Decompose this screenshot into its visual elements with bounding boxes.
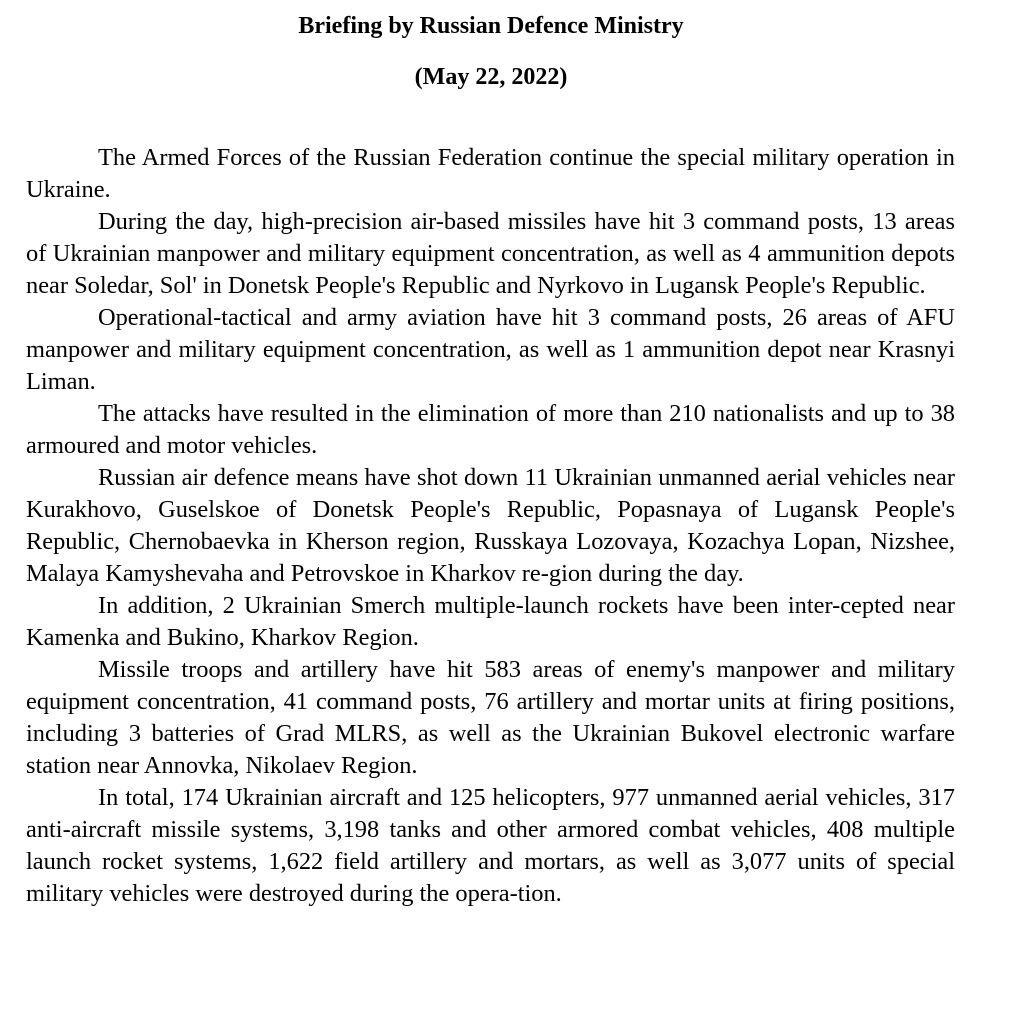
paragraph-totals: In total, 174 Ukrainian aircraft and 125 helicopters, 977 unmanned aerial vehicles, 317 anti-aircraft missile systems, 3,198 tanks and other armored combat vehicles, 408 multiple launch rocket systems, 1,622 field artillery and mortars, as well as 3,077 units of special military vehicles were destroyed during the opera-tion. bbox=[26, 784, 955, 907]
paragraph-army-aviation: Operational-tactical and army aviation have hit 3 command posts, 26 areas of AFU manpower and military equipment concentration, as well as 1 ammunition depot near Krasnyi Liman. bbox=[26, 304, 955, 395]
document-date: (May 22, 2022) bbox=[414, 64, 568, 90]
paragraph-attack-results: The attacks have resulted in the elimination of more than 210 nationalists and up to 38 armoured and motor vehicles. bbox=[26, 400, 955, 459]
paragraph-air-based-missiles: During the day, high-precision air-based missiles have hit 3 command posts, 13 areas of Ukrainian manpower and military equipment concentration, as well as 4 ammunition depots near Soledar, Sol' in Donetsk People's Republic and Nyrkovo in Lugansk People's Republic. bbox=[26, 208, 955, 299]
document-body bbox=[26, 142, 955, 910]
document-title: Briefing by Russian Defence Ministry bbox=[298, 13, 684, 39]
paragraph-operation-status: The Armed Forces of the Russian Federation continue the special military operation in Ukraine. bbox=[26, 144, 955, 203]
paragraph-rockets-intercepted: In addition, 2 Ukrainian Smerch multiple-launch rockets have been inter-cepted near Kamenka and Bukino, Kharkov Region. bbox=[26, 592, 955, 651]
paragraph-missile-troops: Missile troops and artillery have hit 583 areas of enemy's manpower and military equipment concentration, 41 command posts, 76 artillery and mortar units at firing positions, including 3 batteries of Grad MLRS, as well as the Ukrainian Bukovel electronic warfare station near Annovka, Nikolaev Region. bbox=[26, 656, 955, 779]
paragraph-air-defence: Russian air defence means have shot down 11 Ukrainian unmanned aerial vehicles near Kurakhovo, Guselskoe of Donetsk People's Republic, Popasnaya of Lugansk People's Republic, Chernobaevka in Kherson region, Russkaya Lozovaya, Kozachya Lopan, Nizshee, Malaya Kamyshevaha and Petrovskoe in Kharkov re-gion during the day. bbox=[26, 464, 955, 587]
